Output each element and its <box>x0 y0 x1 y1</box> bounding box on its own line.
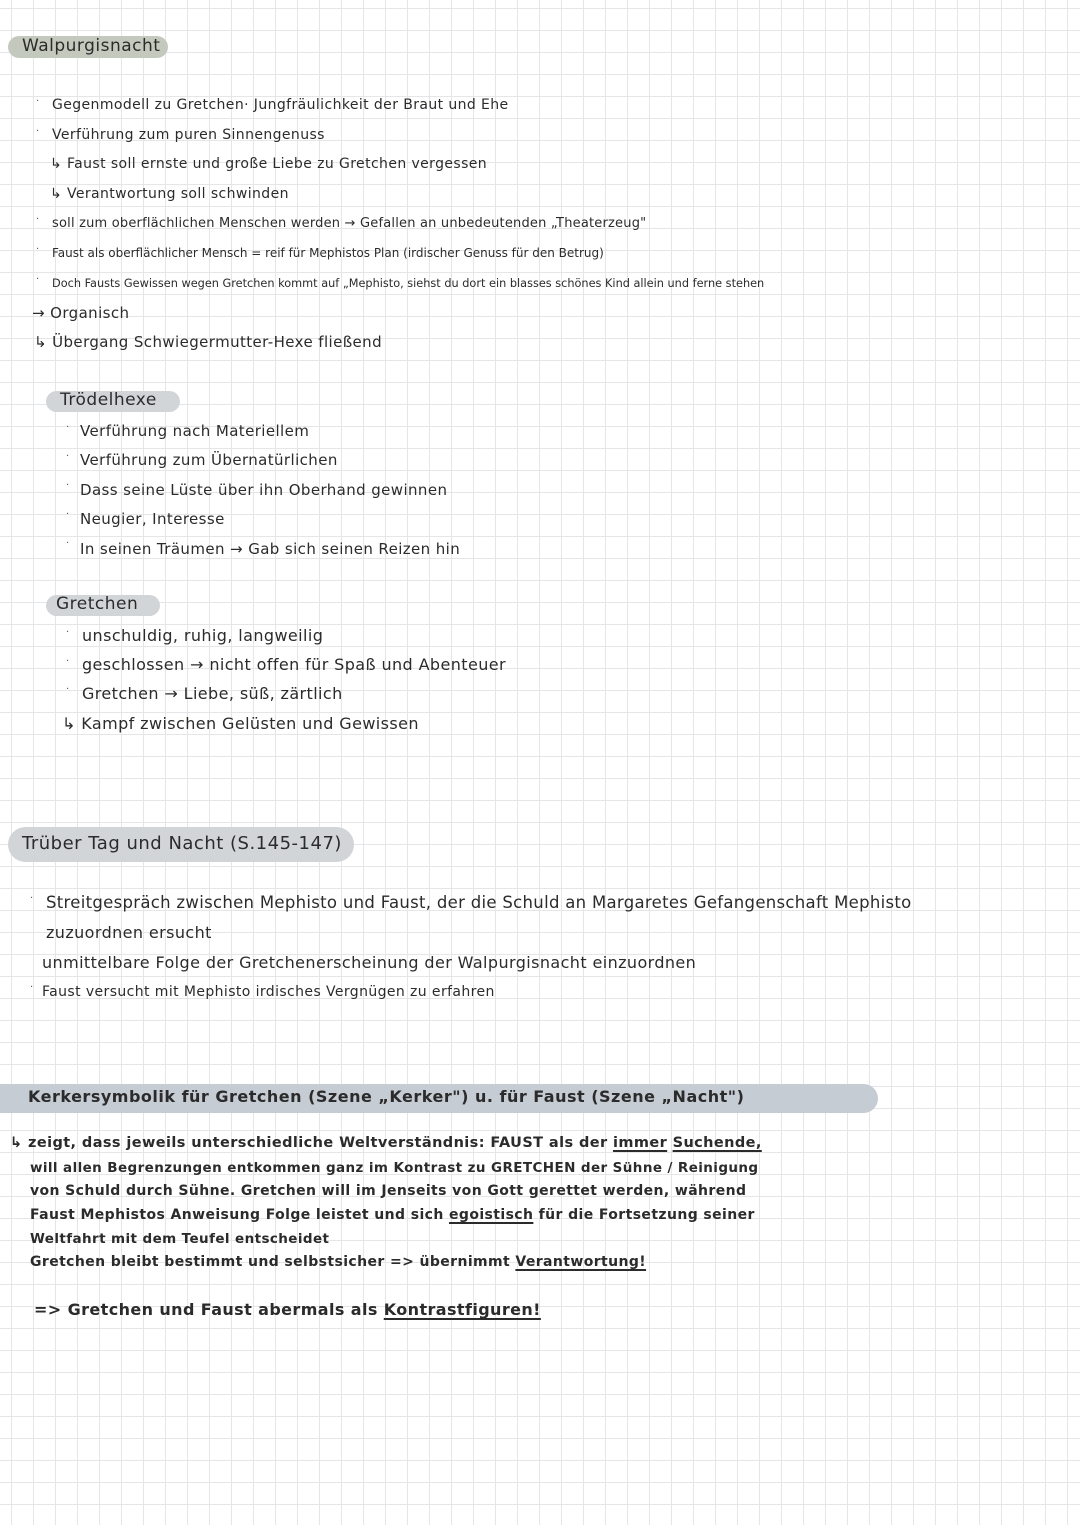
bullet: · <box>36 274 40 285</box>
walpurgis-line: Faust als oberflächlicher Mensch = reif für Mephistos Plan (irdischer Genuss für den Betrug) <box>52 246 604 260</box>
bullet: · <box>66 656 70 667</box>
bullet: · <box>66 684 70 695</box>
underlined-word: egoistisch <box>449 1207 534 1223</box>
kerker-line-3: von Schuld durch Sühne. Gretchen will im Jenseits von Gott gerettet werden, während <box>30 1183 747 1199</box>
bullet: · <box>66 509 70 520</box>
underlined-word: Verantwortung! <box>515 1254 647 1270</box>
bullet: · <box>36 244 40 255</box>
walpurgis-line: ↳ Faust soll ernste und große Liebe zu Gretchen vergessen <box>50 156 488 172</box>
troedelhexe-title: Trödelhexe <box>60 390 157 410</box>
underlined-word: immer <box>612 1135 668 1151</box>
bullet: · <box>66 538 70 549</box>
trueber-tag-line: unmittelbare Folge der Gretchenerscheinung der Walpurgisnacht einzuordnen <box>42 953 697 972</box>
gretchen-line: geschlossen → nicht offen für Spaß und Abenteuer <box>82 655 506 674</box>
bullet: · <box>66 451 70 462</box>
troedelhexe-line: Verführung zum Übernatürlichen <box>80 451 338 469</box>
underlined-word: Kontrastfiguren! <box>383 1300 541 1319</box>
kerker-conclusion-text: => Gretchen und Faust abermals als <box>34 1300 378 1319</box>
bullet: · <box>36 214 40 225</box>
bullet: · <box>36 96 40 107</box>
walpurgis-line: soll zum oberflächlichen Menschen werden → Gefallen an unbedeutenden „Theaterzeug" <box>52 216 647 231</box>
walpurgis-line: Verführung zum puren Sinnengenuss <box>52 127 325 143</box>
walpurgisnacht-title: Walpurgisnacht <box>22 36 161 56</box>
kerker-line-1 <box>10 1135 762 1151</box>
walpurgis-line: ↳ Verantwortung soll schwinden <box>50 186 289 202</box>
troedelhexe-line: Verführung nach Materiellem <box>80 422 310 440</box>
bullet: · <box>36 126 40 137</box>
kerker-conclusion <box>34 1300 541 1319</box>
bullet: · <box>66 627 70 638</box>
bullet: · <box>30 982 34 993</box>
troedelhexe-line: Neugier, Interesse <box>80 510 225 528</box>
bullet: · <box>30 893 34 904</box>
troedelhexe-line: In seinen Träumen → Gab sich seinen Reizen hin <box>80 540 461 558</box>
walpurgis-line: ↳ Übergang Schwiegermutter-Hexe fließend <box>34 333 383 351</box>
kerker-title: Kerkersymbolik für Gretchen (Szene „Kerker") u. für Faust (Szene „Nacht") <box>28 1087 745 1106</box>
bullet: · <box>66 480 70 491</box>
underlined-word: Suchende, <box>672 1135 762 1151</box>
walpurgis-line: Gegenmodell zu Gretchen· Jungfräulichkeit der Braut und Ehe <box>52 97 509 113</box>
walpurgis-line: Doch Fausts Gewissen wegen Gretchen kommt auf „Mephisto, siehst du dort ein blasses schönes Kind allein und ferne stehen <box>52 277 765 290</box>
kerker-line-1-text: ↳ zeigt, dass jeweils unterschiedliche Weltverständnis: FAUST als der <box>10 1135 608 1151</box>
walpurgis-line: → Organisch <box>32 304 130 322</box>
troedelhexe-line: Dass seine Lüste über ihn Oberhand gewinnen <box>80 481 448 499</box>
kerker-line-5: Weltfahrt mit dem Teufel entscheidet <box>30 1231 330 1247</box>
trueber-tag-line: Faust versucht mit Mephisto irdisches Vergnügen zu erfahren <box>42 984 495 1000</box>
kerker-line-2: will allen Begrenzungen entkommen ganz im Kontrast zu GRETCHEN der Sühne / Reinigung <box>30 1160 759 1176</box>
kerker-line-6-text: Gretchen bleibt bestimmt und selbstsicher => übernimmt <box>30 1254 511 1270</box>
gretchen-line: ↳ Kampf zwischen Gelüsten und Gewissen <box>62 714 419 733</box>
kerker-line-4 <box>30 1207 755 1223</box>
gretchen-title: Gretchen <box>56 594 139 614</box>
trueber-tag-title: Trüber Tag und Nacht (S.145-147) <box>22 833 342 854</box>
kerker-line-4-suffix: für die Fortsetzung seiner <box>538 1207 755 1223</box>
kerker-line-6 <box>30 1254 646 1270</box>
trueber-tag-line: zuzuordnen ersucht <box>46 923 212 942</box>
kerker-line-4-text: Faust Mephistos Anweisung Folge leistet und sich <box>30 1207 444 1223</box>
trueber-tag-line: Streitgespräch zwischen Mephisto und Faust, der die Schuld an Margaretes Gefangenschaft Mephisto <box>46 893 912 912</box>
gretchen-line: unschuldig, ruhig, langweilig <box>82 626 324 645</box>
bullet: · <box>66 422 70 433</box>
gretchen-line: Gretchen → Liebe, süß, zärtlich <box>82 684 343 703</box>
